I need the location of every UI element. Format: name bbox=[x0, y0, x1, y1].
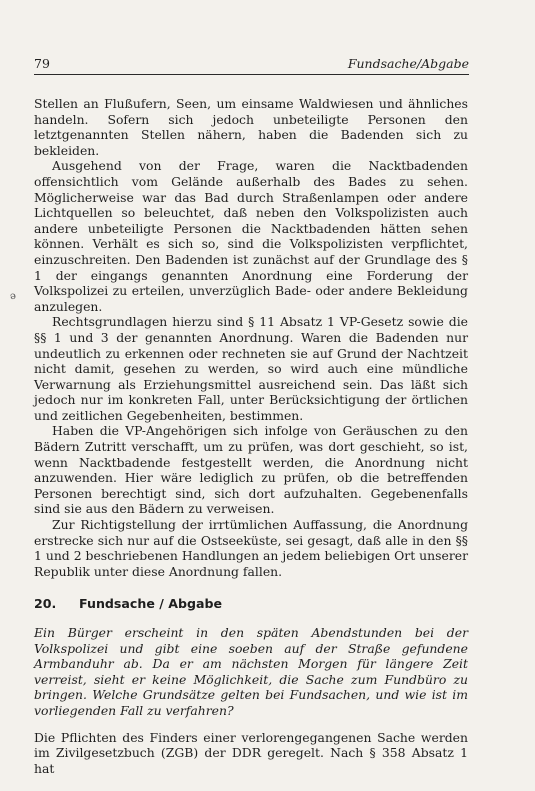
page-body bbox=[34, 96, 468, 776]
running-title: Fundsache/Abgabe bbox=[347, 56, 469, 71]
paragraph: Rechtsgrundlagen hierzu sind § 11 Absatz 1 VP-Gesetz sowie die §§ 1 und 3 der genannten Anordnung. Waren die Badenden nur undeutlich zu erkennen oder rechneten sie auf Grund der Nachtzeit nicht damit, gesehen zu werden, so wird auch eine mündliche Verwarnung als Erziehungsmittel ausreichend sein. Das läßt sich jedoch nur im konkreten Fall, unter Berücksichtigung der örtlichen und zeitlichen Gegebenheiten, bestimmen. bbox=[34, 314, 468, 423]
answer-paragraph: Die Pflichten des Finders einer verlorengegangenen Sache werden im Zivilgesetzbuch (ZGB) der DDR geregelt. Nach § 358 Absatz 1 hat bbox=[34, 729, 468, 776]
paragraph: Zur Richtigstellung der irrtümlichen Auffassung, die Anordnung erstrecke sich nur auf die Ostseeküste, sei gesagt, daß alle in den §§ 1 und 2 beschriebenen Handlungen an jedem beliebigen Ort unserer Republik unter diese Anordnung fallen. bbox=[34, 517, 468, 579]
paragraph: Stellen an Flußufern, Seen, um einsame Waldwiesen und ähnliches handeln. Sofern sich jedoch unbeteiligte Personen den letztgenannten Stellen nähern, haben die Badenden sich zu bekleiden. bbox=[34, 96, 468, 158]
case-question: Ein Bürger erscheint in den späten Abendstunden bei der Volkspolizei und gibt eine soeben auf der Straße gefundene Armbanduhr ab. Da er am nächsten Morgen für längere Zeit verreist, sieht er keine Möglichkeit, die Sache zum Fundbüro zu bringen. Welche Grundsätze gelten bei Fundsachen, und wie ist im vorliegenden Fall zu verfahren? bbox=[34, 625, 468, 718]
section-title: Fundsache / Abgabe bbox=[79, 596, 223, 612]
section-number: 20. bbox=[34, 596, 57, 612]
margin-pencil-mark: ǝ bbox=[8, 290, 18, 303]
page-number: 79 bbox=[34, 56, 50, 71]
running-header bbox=[34, 54, 469, 75]
paragraph: Haben die VP-Angehörigen sich infolge von Geräuschen zu den Bädern Zutritt verschafft, um zu prüfen, was dort geschieht, so ist, wenn Nacktbadende festgestellt werden, die Anordnung nicht anzuwenden. Hier wäre lediglich zu prüfen, ob die betreffenden Personen berechtigt sind, sich dort aufzuhalten. Gegebenenfalls sind sie aus den Bädern zu verweisen. bbox=[34, 423, 468, 517]
paragraph: Ausgehend von der Frage, waren die Nacktbadenden offensichtlich vom Gelände außerhalb des Bades zu sehen. Möglicherweise war das Bad durch Straßenlampen oder andere Lichtquellen so beleuchtet, daß neben den Volkspolizisten auch andere unbeteiligte Personen die Nacktbadenden hätten sehen können. Verhält es sich so, sind die Volkspolizisten verpflichtet, einzuschreiten. Den Badenden ist zunächst auf der Grundlage des § 1 der eingangs genannten Anordnung eine Forderung der Volkspolizei zu erteilen, unverzüglich Bade- oder andere Bekleidung anzulegen. bbox=[34, 158, 468, 314]
section-heading bbox=[34, 596, 468, 612]
